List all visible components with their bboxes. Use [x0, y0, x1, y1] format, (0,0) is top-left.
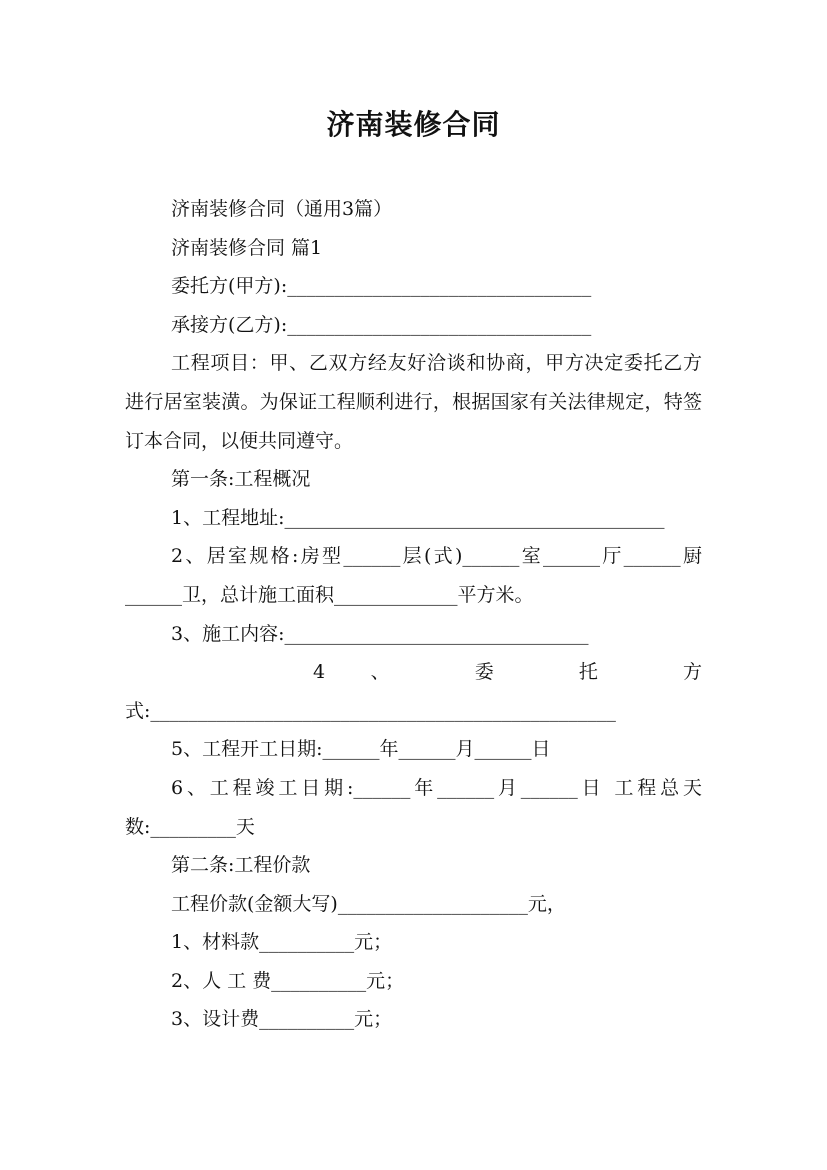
paragraph-article-2-heading: 第二条:工程价款 [171, 854, 311, 877]
paragraph-material-cost: 1、材料款__________元； [171, 931, 393, 954]
document-title: 济南装修合同 [326, 108, 501, 141]
paragraph-party-a: 委托方(甲方):________________________________ [171, 275, 592, 298]
paragraph-site-address: 1、工程地址:________________________________________ [171, 506, 665, 529]
paragraph-labor-cost: 2、人 工 费__________元； [171, 969, 405, 992]
paragraph-subtitle: 济南装修合同（通用3篇） [171, 198, 393, 220]
paragraph-chapter-heading: 济南装修合同 篇1 [171, 236, 323, 259]
paragraph-room-spec: 2、居室规格:房型______层(式)______室______厅______厨______卫，总计施工面积_____________平方米。 [125, 545, 702, 606]
paragraph-finish-date: 6、工程竣工日期:______年______月______日 工程总天数:_________天 [125, 776, 702, 838]
paragraph-article-1-heading: 第一条:工程概况 [171, 468, 311, 491]
paragraph-commission-method-cont: 式:_________________________________________________ [125, 699, 616, 722]
paragraph-party-b: 承接方(乙方):________________________________ [171, 313, 592, 336]
paragraph-start-date: 5、工程开工日期:______年______月______日 [171, 738, 551, 761]
paragraph-work-content: 3、施工内容:________________________________ [171, 622, 589, 645]
paragraph-total-price: 工程价款(金额大写)____________________元， [171, 892, 566, 915]
paragraph-design-fee: 3、设计费__________元； [171, 1008, 393, 1031]
document-body [125, 190, 702, 1039]
paragraph-commission-method: 4 、 委 托 方 [313, 661, 702, 684]
paragraph-project-intro: 工程项目：甲、乙双方经友好洽谈和协商，甲方决定委托乙方进行居室装潢。为保证工程顺利进行，根据国家有关法律规定，特签订本合同，以便共同遵守。 [125, 352, 702, 452]
